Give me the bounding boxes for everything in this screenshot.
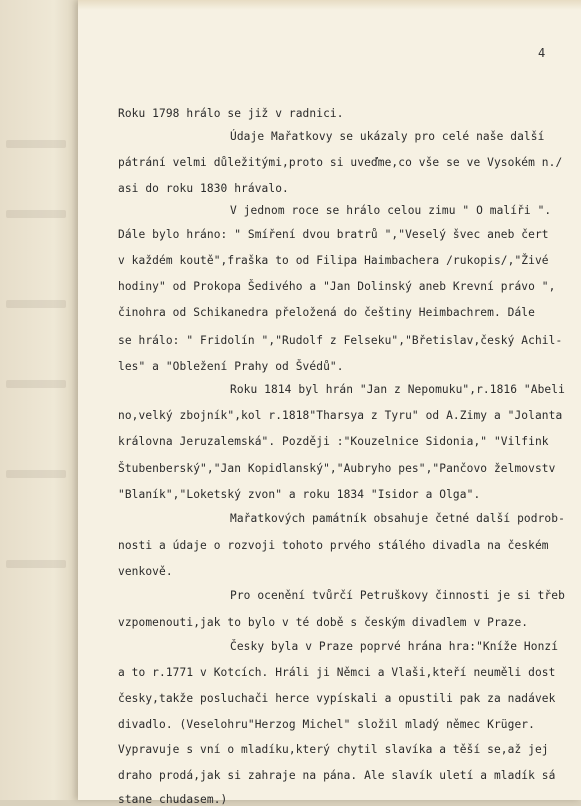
text-line: no,velký zbojník",kol r.1818"Tharsya z Tyru" od A.Zimy a "Jolanta [118, 409, 563, 422]
show-through-text [6, 470, 66, 478]
text-line: Roku 1814 byl hrán "Jan z Nepomuku",r.1816 "Abeli [230, 383, 565, 396]
text-line: asi do roku 1830 hrávalo. [118, 182, 289, 195]
text-line: Roku 1798 hrálo se již v radnici. [118, 107, 344, 120]
text-line: česky,takže posluchači herce vypískali a opustili pak za nadávek [118, 692, 556, 705]
text-line: Údaje Mařatkovy se ukázaly pro celé naše další [230, 130, 545, 143]
text-line: a to r.1771 v Kotcích. Hráli ji Němci a Vlaši,kteří neuměli dost [118, 666, 556, 679]
text-line: v každém koutě",fraška to od Filipa Haimbachera /rukopis/,"Živé [118, 254, 549, 267]
text-line: Česky byla v Praze poprvé hrána hra:"Kníže Honzí [230, 640, 559, 653]
underlying-page [0, 0, 90, 800]
show-through-text [6, 380, 66, 388]
text-line: Pro ocenění tvůrčí Petruškovy činnosti je si třeb [230, 589, 565, 602]
show-through-text [6, 300, 66, 308]
text-line: hodiny" od Prokopa Šedivého a "Jan Dolinský aneb Krevní právo ", [118, 280, 556, 293]
text-line: Dále bylo hráno: " Smíření dvou bratrů ","Veselý švec aneb čert [118, 228, 549, 241]
text-line: divadlo. (Veselohru"Herzog Michel" složil mladý němec Krüger. [118, 718, 535, 731]
text-line: nosti a údaje o rozvoji tohoto prvého stálého divadla na českém [118, 539, 549, 552]
text-line: venkově. [118, 565, 173, 578]
show-through-text [6, 560, 66, 568]
text-line: Štubenberský","Jan Kopidlanský","Aubryho pes","Pančovo želmovstv [118, 462, 556, 475]
show-through-text [6, 210, 66, 218]
text-line: činohra od Schikanedra přeložená do češtiny Heimbachrem. Dále [118, 306, 535, 319]
text-line: Mařatkových památník obsahuje četné další podrob- [230, 512, 565, 525]
text-line: stane chudasem.) [118, 793, 228, 806]
text-line: Vypravuje s vní o mladíku,který chytil slavíka a těší se,až jej [118, 743, 549, 756]
text-line: draho prodá,jak si zahraje na pána. Ale slavík uletí a mladík sá [118, 769, 556, 782]
text-line: pátrání velmi důležitými,proto si uveďme,co vše se ve Vysokém n./ [118, 156, 563, 169]
page-edge [78, 0, 581, 10]
text-line: vzpomenouti,jak to bylo v té době s českým divadlem v Praze. [118, 616, 529, 629]
text-line: V jednom roce se hrálo celou zimu " O malíři ". [230, 204, 552, 217]
text-line: se hrálo: " Fridolín ","Rudolf z Felseku","Břetislav,český Achil- [118, 334, 563, 347]
text-line: les" a "Obležení Prahy od Švédů". [118, 360, 344, 373]
text-line: královna Jeruzalemská". Později :"Kouzelnice Sidonia," "Vilfink [118, 435, 549, 448]
show-through-text [6, 140, 66, 148]
page-number: 4 [538, 46, 546, 60]
text-line: "Blaník","Loketský zvon" a roku 1834 "Isidor a Olga". [118, 488, 481, 501]
typewritten-page [78, 0, 581, 806]
